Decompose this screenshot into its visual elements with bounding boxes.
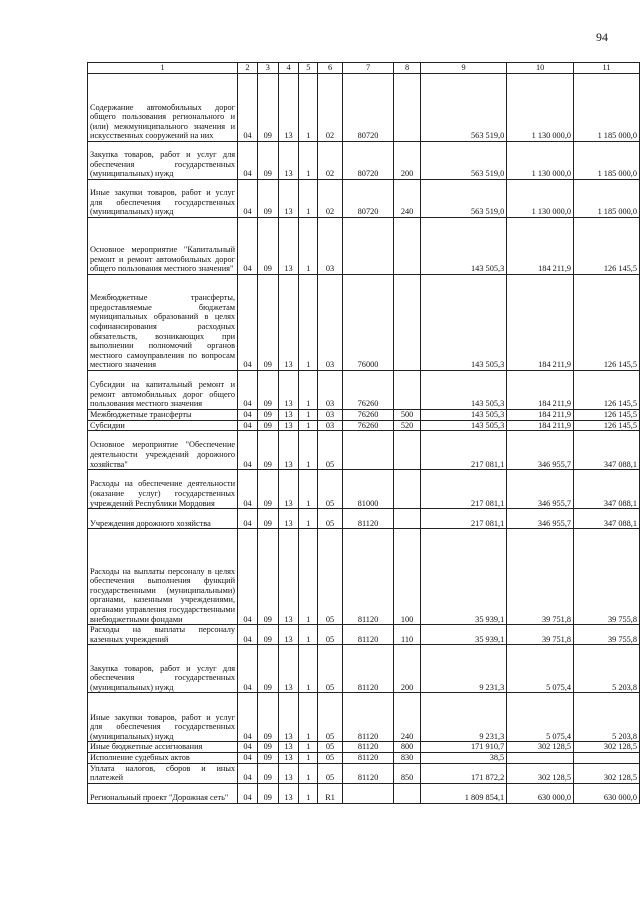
amount-col9-cell: 38,5 [420,752,506,763]
table-row [88,752,640,763]
row-name-cell: Расходы на выплаты персоналу казенных учреждений [88,625,238,645]
amount-col11-cell: 347 088,1 [574,509,640,529]
section-code-cell: 04 [238,142,258,180]
expense-type-cell: 240 [394,180,421,218]
subsection-code-cell: 09 [257,645,278,693]
subprogram-code-cell: 1 [299,693,318,742]
expense-type-cell: 850 [394,763,421,783]
amount-col10-cell: 1 130 000,0 [507,74,574,142]
amount-col11-cell: 347 088,1 [574,470,640,509]
direction-code-cell: 81120 [342,763,393,783]
program-code-cell: 13 [278,693,299,742]
subprogram-code-cell: 1 [299,74,318,142]
amount-col11-cell: 302 128,5 [574,763,640,783]
amount-col9-cell: 143 505,3 [420,410,506,421]
amount-col10-cell: 39 751,8 [507,625,574,645]
amount-col11-cell [574,752,640,763]
amount-col10-cell: 302 128,5 [507,763,574,783]
table-row [88,693,640,742]
subsection-code-cell: 09 [257,142,278,180]
activity-code-cell: 05 [318,693,343,742]
subprogram-code-cell: 1 [299,180,318,218]
amount-col9-cell: 143 505,3 [420,218,506,275]
subsection-code-cell: 09 [257,218,278,275]
program-code-cell: 13 [278,275,299,371]
direction-code-cell: 81120 [342,529,393,625]
direction-code-cell: 81120 [342,742,393,753]
expense-type-cell [394,275,421,371]
row-name-cell: Основное мероприятие "Капитальный ремонт и ремонт автомобильных дорог общего пользования местного значения" [88,218,238,275]
row-name-cell: Иные закупки товаров, работ и услуг для обеспечения государственных (муниципальных) нужд [88,693,238,742]
table-row [88,142,640,180]
amount-col10-cell: 1 130 000,0 [507,142,574,180]
amount-col10-cell: 346 955,7 [507,431,574,470]
section-code-cell: 04 [238,742,258,753]
amount-col10-cell [507,752,574,763]
activity-code-cell: 03 [318,275,343,371]
program-code-cell: 13 [278,142,299,180]
program-code-cell: 13 [278,645,299,693]
subsection-code-cell: 09 [257,410,278,421]
activity-code-cell: 05 [318,625,343,645]
column-header: 3 [257,63,278,74]
amount-col9-cell: 171 872,2 [420,763,506,783]
budget-table [87,62,640,804]
amount-col10-cell: 5 075,4 [507,645,574,693]
program-code-cell: 13 [278,783,299,803]
subprogram-code-cell: 1 [299,625,318,645]
amount-col9-cell: 563 519,0 [420,142,506,180]
section-code-cell: 04 [238,470,258,509]
program-code-cell: 13 [278,625,299,645]
direction-code-cell [342,431,393,470]
subprogram-code-cell: 1 [299,645,318,693]
table-row [88,74,640,142]
row-name-cell: Закупка товаров, работ и услуг для обеспечения государственных (муниципальных) нужд [88,645,238,693]
amount-col10-cell: 39 751,8 [507,529,574,625]
subsection-code-cell: 09 [257,763,278,783]
column-header: 9 [420,63,506,74]
amount-col9-cell: 143 505,3 [420,275,506,371]
direction-code-cell: 81120 [342,645,393,693]
amount-col9-cell: 1 809 854,1 [420,783,506,803]
row-name-cell: Межбюджетные трансферты [88,410,238,421]
section-code-cell: 04 [238,625,258,645]
subsection-code-cell: 09 [257,74,278,142]
row-name-cell: Исполнение судебных актов [88,752,238,763]
subprogram-code-cell: 1 [299,742,318,753]
program-code-cell: 13 [278,529,299,625]
expense-type-cell: 240 [394,693,421,742]
table-body [88,74,640,804]
activity-code-cell: 02 [318,142,343,180]
column-header: 2 [238,63,258,74]
section-code-cell: 04 [238,74,258,142]
table-row [88,783,640,803]
column-header: 8 [394,63,421,74]
amount-col11-cell: 126 145,5 [574,275,640,371]
expense-type-cell [394,218,421,275]
expense-type-cell [394,470,421,509]
activity-code-cell: 03 [318,218,343,275]
subprogram-code-cell: 1 [299,752,318,763]
direction-code-cell: 80720 [342,142,393,180]
amount-col10-cell: 184 211,9 [507,371,574,410]
subsection-code-cell: 09 [257,529,278,625]
table-header-row [88,63,640,74]
subprogram-code-cell: 1 [299,275,318,371]
section-code-cell: 04 [238,752,258,763]
amount-col11-cell: 1 185 000,0 [574,180,640,218]
expense-type-cell: 520 [394,420,421,431]
table-row [88,431,640,470]
amount-col9-cell: 217 081,1 [420,431,506,470]
page-number: 94 [596,30,608,44]
subprogram-code-cell: 1 [299,529,318,625]
amount-col11-cell: 126 145,5 [574,218,640,275]
row-name-cell: Содержание автомобильных дорог общего пользования регионального и (или) межмуниципального значения и искусственных сооружений на них [88,74,238,142]
amount-col11-cell: 39 755,8 [574,625,640,645]
section-code-cell: 04 [238,371,258,410]
section-code-cell: 04 [238,218,258,275]
expense-type-cell [394,431,421,470]
amount-col10-cell: 302 128,5 [507,742,574,753]
activity-code-cell: 02 [318,180,343,218]
subsection-code-cell: 09 [257,180,278,218]
section-code-cell: 04 [238,645,258,693]
amount-col10-cell: 5 075,4 [507,693,574,742]
expense-type-cell [394,783,421,803]
activity-code-cell: 05 [318,431,343,470]
activity-code-cell: 05 [318,470,343,509]
table-row [88,509,640,529]
amount-col11-cell: 126 145,5 [574,371,640,410]
direction-code-cell: 80720 [342,180,393,218]
expense-type-cell: 500 [394,410,421,421]
direction-code-cell: 76260 [342,371,393,410]
section-code-cell: 04 [238,529,258,625]
subsection-code-cell: 09 [257,275,278,371]
row-name-cell: Иные закупки товаров, работ и услуг для обеспечения государственных (муниципальных) нужд [88,180,238,218]
row-name-cell: Межбюджетные трансферты, предоставляемые бюджетам муниципальных образований в целях софинансирования расходных обязательств, возникающих при выполнении полномочий органов местного самоуправления по вопросам местного значения [88,275,238,371]
subsection-code-cell: 09 [257,752,278,763]
direction-code-cell: 76260 [342,420,393,431]
amount-col11-cell: 5 203,8 [574,693,640,742]
table-row [88,410,640,421]
table-row [88,529,640,625]
expense-type-cell: 110 [394,625,421,645]
table-row [88,470,640,509]
section-code-cell: 04 [238,783,258,803]
row-name-cell: Закупка товаров, работ и услуг для обеспечения государственных (муниципальных) нужд [88,142,238,180]
amount-col10-cell: 184 211,9 [507,218,574,275]
table-row [88,625,640,645]
program-code-cell: 13 [278,752,299,763]
subprogram-code-cell: 1 [299,142,318,180]
row-name-cell: Уплата налогов, сборов и иных платежей [88,763,238,783]
activity-code-cell: 05 [318,763,343,783]
subsection-code-cell: 09 [257,625,278,645]
amount-col10-cell: 630 000,0 [507,783,574,803]
expense-type-cell: 200 [394,645,421,693]
activity-code-cell: 05 [318,529,343,625]
row-name-cell: Региональный проект "Дорожная сеть" [88,783,238,803]
section-code-cell: 04 [238,420,258,431]
section-code-cell: 04 [238,180,258,218]
amount-col9-cell: 563 519,0 [420,74,506,142]
row-name-cell: Субсидии на капитальный ремонт и ремонт автомобильных дорог общего пользования местного значения [88,371,238,410]
amount-col11-cell: 1 185 000,0 [574,74,640,142]
expense-type-cell [394,74,421,142]
row-name-cell: Расходы на выплаты персоналу в целях обеспечения выполнения функций государственными (муниципальными) органами, казенными учреждениями, органами управления государственными внебюджетными фондами [88,529,238,625]
row-name-cell: Расходы на обеспечение деятельности (оказание услуг) государственных учреждений Республики Мордовия [88,470,238,509]
program-code-cell: 13 [278,470,299,509]
activity-code-cell: 02 [318,74,343,142]
direction-code-cell: 81120 [342,752,393,763]
subprogram-code-cell: 1 [299,410,318,421]
column-header: 4 [278,63,299,74]
activity-code-cell: 05 [318,752,343,763]
column-header: 10 [507,63,574,74]
row-name-cell: Иные бюджетные ассигнования [88,742,238,753]
program-code-cell: 13 [278,218,299,275]
amount-col9-cell: 9 231,3 [420,645,506,693]
row-name-cell: Учреждения дорожного хозяйства [88,509,238,529]
column-header: 11 [574,63,640,74]
subsection-code-cell: 09 [257,371,278,410]
direction-code-cell: 81120 [342,625,393,645]
direction-code-cell: 76000 [342,275,393,371]
activity-code-cell: 03 [318,410,343,421]
table-row [88,275,640,371]
subprogram-code-cell: 1 [299,783,318,803]
column-header: 7 [342,63,393,74]
amount-col10-cell: 184 211,9 [507,420,574,431]
expense-type-cell [394,509,421,529]
activity-code-cell: R1 [318,783,343,803]
program-code-cell: 13 [278,431,299,470]
section-code-cell: 04 [238,693,258,742]
program-code-cell: 13 [278,410,299,421]
program-code-cell: 13 [278,509,299,529]
subprogram-code-cell: 1 [299,218,318,275]
amount-col9-cell: 217 081,1 [420,470,506,509]
direction-code-cell [342,218,393,275]
amount-col9-cell: 143 505,3 [420,371,506,410]
amount-col11-cell: 347 088,1 [574,431,640,470]
table-row [88,420,640,431]
subprogram-code-cell: 1 [299,470,318,509]
amount-col9-cell: 143 505,3 [420,420,506,431]
subsection-code-cell: 09 [257,431,278,470]
table-row [88,371,640,410]
column-header: 6 [318,63,343,74]
subprogram-code-cell: 1 [299,420,318,431]
amount-col11-cell: 1 185 000,0 [574,142,640,180]
subsection-code-cell: 09 [257,742,278,753]
amount-col11-cell: 302 128,5 [574,742,640,753]
direction-code-cell: 81120 [342,509,393,529]
program-code-cell: 13 [278,74,299,142]
section-code-cell: 04 [238,763,258,783]
subsection-code-cell: 09 [257,509,278,529]
activity-code-cell: 05 [318,742,343,753]
activity-code-cell: 03 [318,371,343,410]
amount-col9-cell: 217 081,1 [420,509,506,529]
subsection-code-cell: 09 [257,783,278,803]
activity-code-cell: 05 [318,509,343,529]
subsection-code-cell: 09 [257,420,278,431]
column-header: 5 [299,63,318,74]
section-code-cell: 04 [238,509,258,529]
activity-code-cell: 05 [318,645,343,693]
expense-type-cell: 830 [394,752,421,763]
amount-col9-cell: 9 231,3 [420,693,506,742]
program-code-cell: 13 [278,763,299,783]
direction-code-cell: 81000 [342,470,393,509]
expense-type-cell [394,371,421,410]
direction-code-cell: 80720 [342,74,393,142]
direction-code-cell: 76260 [342,410,393,421]
table-row [88,180,640,218]
subsection-code-cell: 09 [257,470,278,509]
subprogram-code-cell: 1 [299,371,318,410]
amount-col10-cell: 184 211,9 [507,275,574,371]
table-row [88,742,640,753]
amount-col11-cell: 126 145,5 [574,420,640,431]
direction-code-cell [342,783,393,803]
amount-col10-cell: 346 955,7 [507,470,574,509]
row-name-cell: Субсидии [88,420,238,431]
program-code-cell: 13 [278,180,299,218]
section-code-cell: 04 [238,431,258,470]
subprogram-code-cell: 1 [299,763,318,783]
subprogram-code-cell: 1 [299,509,318,529]
amount-col10-cell: 346 955,7 [507,509,574,529]
section-code-cell: 04 [238,410,258,421]
activity-code-cell: 03 [318,420,343,431]
expense-type-cell: 100 [394,529,421,625]
amount-col9-cell: 563 519,0 [420,180,506,218]
subsection-code-cell: 09 [257,693,278,742]
amount-col11-cell: 39 755,8 [574,529,640,625]
amount-col11-cell: 126 145,5 [574,410,640,421]
direction-code-cell: 81120 [342,693,393,742]
amount-col10-cell: 184 211,9 [507,410,574,421]
table-row [88,218,640,275]
amount-col11-cell: 630 000,0 [574,783,640,803]
program-code-cell: 13 [278,742,299,753]
row-name-cell: Основное мероприятие "Обеспечение деятельности учреждений дорожного хозяйства" [88,431,238,470]
table-row [88,645,640,693]
expense-type-cell: 800 [394,742,421,753]
amount-col9-cell: 171 910,7 [420,742,506,753]
table-row [88,763,640,783]
amount-col9-cell: 35 939,1 [420,529,506,625]
section-code-cell: 04 [238,275,258,371]
subprogram-code-cell: 1 [299,431,318,470]
column-header: 1 [88,63,238,74]
program-code-cell: 13 [278,371,299,410]
program-code-cell: 13 [278,420,299,431]
amount-col11-cell: 5 203,8 [574,645,640,693]
amount-col10-cell: 1 130 000,0 [507,180,574,218]
expense-type-cell: 200 [394,142,421,180]
amount-col9-cell: 35 939,1 [420,625,506,645]
